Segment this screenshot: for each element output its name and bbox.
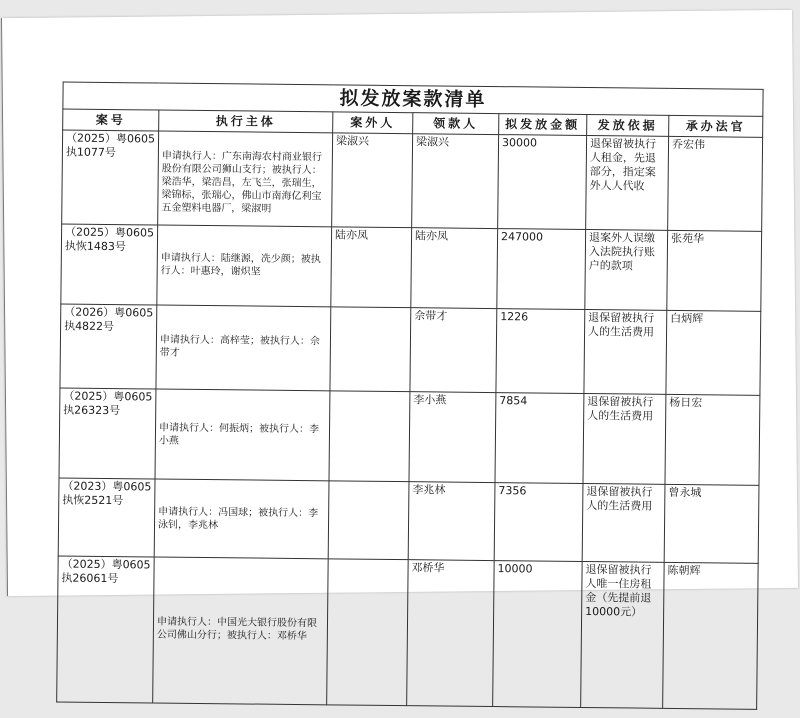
header-party: 执行主体 bbox=[159, 110, 333, 133]
party-cell: 申请执行人：何振炳；被执行人：李小燕 bbox=[155, 389, 330, 481]
amount-cell: 30000 bbox=[498, 135, 587, 230]
case-no-cell: （2026）粤0605执4822号 bbox=[60, 304, 157, 389]
outsider-cell bbox=[327, 559, 409, 706]
outsider-cell: 梁淑兴 bbox=[332, 133, 413, 228]
outsider-cell bbox=[329, 391, 410, 482]
party-cell: 申请执行人：广东南海农村商业银行股份有限公司狮山支行；被执行人：梁浩华，梁浩昌，左飞兰，张瑞生，梁锦标，张瑞心，佛山市南海亿利宝五金塑料电器厂，梁淑明 bbox=[158, 131, 333, 227]
amount-cell: 7356 bbox=[494, 483, 583, 562]
payee-cell: 陆亦凤 bbox=[411, 228, 498, 309]
table-row bbox=[60, 304, 761, 395]
judge-cell: 曾永城 bbox=[664, 484, 759, 563]
payee-cell: 梁淑兴 bbox=[412, 134, 499, 229]
header-outsider: 案外人 bbox=[333, 112, 413, 134]
payee-cell: 李小燕 bbox=[409, 392, 496, 483]
judge-cell: 陈朝辉 bbox=[663, 562, 759, 709]
document-title: 拟发放案款清单 bbox=[63, 82, 763, 116]
header-basis: 发放依据 bbox=[587, 115, 669, 137]
payee-cell: 邓桥华 bbox=[407, 560, 495, 707]
case-no-cell: （2023）粤0605执恢2521号 bbox=[58, 478, 155, 557]
table-row bbox=[61, 224, 762, 311]
judge-cell: 白炳辉 bbox=[666, 310, 761, 395]
outsider-cell bbox=[328, 481, 409, 560]
amount-cell: 10000 bbox=[493, 561, 583, 708]
amount-cell: 7854 bbox=[495, 393, 584, 484]
table-row bbox=[57, 556, 759, 709]
header-case-no: 案号 bbox=[63, 109, 159, 131]
party-cell: 申请执行人：陆继源，冼少颜；被执行人：叶惠玲，谢炽坚 bbox=[157, 225, 332, 307]
basis-cell: 退保留被执行人唯一住房租金（先提前退10000元） bbox=[581, 561, 665, 708]
amount-cell: 1226 bbox=[496, 309, 585, 394]
header-amount: 拟发放金额 bbox=[499, 114, 587, 136]
outsider-cell bbox=[330, 307, 411, 392]
basis-cell: 退案外人误缴入法院执行账户的款项 bbox=[585, 229, 668, 310]
payee-cell: 李兆林 bbox=[408, 482, 495, 561]
case-no-cell: （2025）粤0605执1077号 bbox=[62, 130, 159, 225]
case-no-cell: （2025）粤0605执26061号 bbox=[57, 556, 155, 703]
judge-cell: 杨日宏 bbox=[665, 394, 760, 485]
basis-cell: 退保留被执行人的生活费用 bbox=[582, 483, 665, 562]
judge-cell: 乔宏伟 bbox=[668, 136, 763, 231]
basis-cell: 退保留被执行人租金，先退部分，指定案外人人代收 bbox=[586, 136, 669, 231]
case-no-cell: （2025）粤0605执26323号 bbox=[59, 388, 156, 479]
party-cell: 申请执行人：冯国球；被执行人：李泳钊，李兆林 bbox=[154, 479, 329, 559]
header-judge: 承办法官 bbox=[669, 115, 763, 137]
disbursement-table bbox=[56, 82, 763, 710]
basis-cell: 退保留被执行人的生活费用 bbox=[584, 309, 667, 394]
payee-cell: 佘带才 bbox=[410, 308, 497, 393]
party-cell: 申请执行人：中国光大银行股份有限公司佛山分行；被执行人：邓桥华 bbox=[153, 557, 329, 705]
basis-cell: 退保留被执行人的生活费用 bbox=[583, 393, 666, 484]
table-row bbox=[58, 478, 759, 563]
judge-cell: 张苑华 bbox=[667, 230, 762, 311]
document-sheet bbox=[56, 82, 762, 710]
table-row bbox=[59, 388, 760, 485]
header-payee: 领款人 bbox=[413, 113, 499, 135]
case-no-cell: （2025）粤0605执恢1483号 bbox=[61, 224, 158, 305]
outsider-cell: 陆亦凤 bbox=[331, 227, 412, 308]
party-cell: 申请执行人：高梓莹；被执行人：佘带才 bbox=[156, 305, 331, 391]
scanned-paper bbox=[1, 10, 798, 643]
table-row bbox=[62, 130, 763, 231]
amount-cell: 247000 bbox=[497, 229, 586, 310]
